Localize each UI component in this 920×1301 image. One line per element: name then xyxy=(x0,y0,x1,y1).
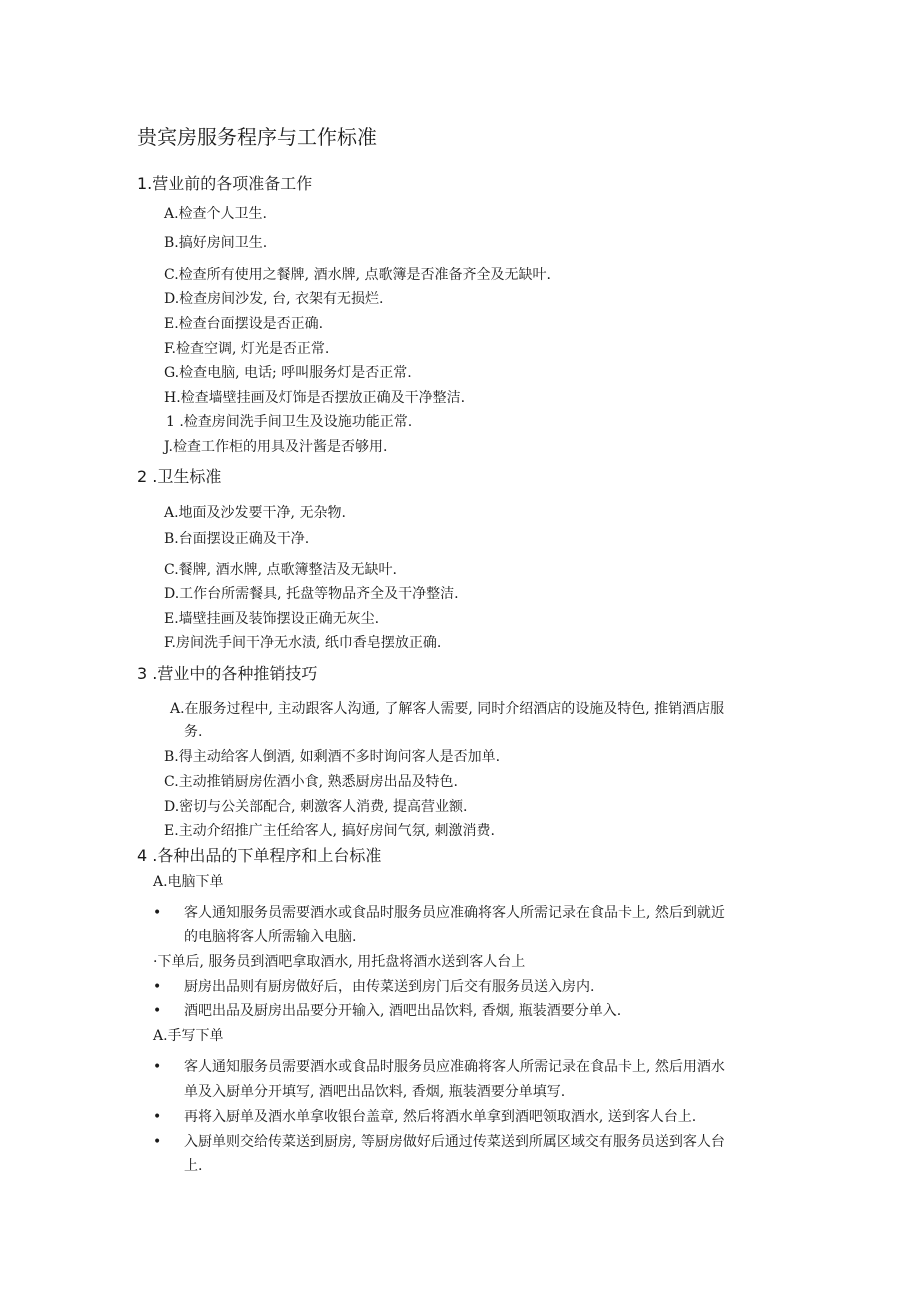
bullet-text: 再将入厨单及酒水单拿收银台盖章, 然后将酒水单拿到酒吧领取酒水, 送到客人台上. xyxy=(184,1109,697,1125)
section-1-item: H.检查墙壁挂画及灯饰是否摆放正确及干净整洁. xyxy=(164,390,466,406)
bullet-text: 入厨单则交给传菜送到厨房, 等厨房做好后通过传菜送到所属区域交有服务员送到客人台 xyxy=(184,1134,725,1150)
bullet-text: 酒吧出品及厨房出品要分开输入, 酒吧出品饮料, 香烟, 瓶装酒要分单入. xyxy=(184,1003,622,1019)
section-1-item: E.检查台面摆设是否正确. xyxy=(164,316,324,332)
section-3-item: D.密切与公关部配合, 刺激客人消费, 提高营业额. xyxy=(164,799,468,815)
section-3-item: B.得主动给客人倒酒, 如剩酒不多时询问客人是否加单. xyxy=(164,749,501,765)
bullet-text-continued: 上. xyxy=(184,1158,203,1174)
section-1-item: C.检查所有使用之餐牌, 酒水牌, 点歌簿是否准备齐全及无缺叶. xyxy=(164,267,551,283)
section-1-item: J.检查工作柜的用具及汁酱是否够用. xyxy=(164,439,388,455)
bullet-marker: • xyxy=(153,1059,162,1075)
section-1-item: G.检查电脑, 电话; 呼叫服务灯是否正常. xyxy=(164,365,412,381)
subsection-label: A.电脑下单 xyxy=(153,874,224,890)
section-3-item-continued: 务. xyxy=(184,724,203,740)
section-2-item: B.台面摆设正确及干净. xyxy=(164,531,310,547)
note-line: ·下单后, 服务员到酒吧拿取酒水, 用托盘将酒水送到客人台上 xyxy=(153,954,526,970)
section-4-heading: 4 .各种出品的下单程序和上台标准 xyxy=(137,846,382,865)
bullet-text-continued: 的电脑将客人所需输入电脑. xyxy=(184,929,357,945)
section-3-item: A.在服务过程中, 主动跟客人沟通, 了解客人需要, 同时介绍酒店的设施及特色, 推销酒店服 xyxy=(170,701,725,717)
page-title: 贵宾房服务程序与工作标准 xyxy=(137,125,377,149)
bullet-marker: • xyxy=(153,1003,162,1019)
bullet-text: 客人通知服务员需要酒水或食品时服务员应准确将客人所需记录在食品卡上, 然后用酒水 xyxy=(184,1059,725,1075)
bullet-text-continued: 单及入厨单分开填写, 酒吧出品饮料, 香烟, 瓶装酒要分单填写. xyxy=(184,1084,566,1100)
section-1-item: 1 .检查房间洗手间卫生及设施功能正常. xyxy=(166,414,413,430)
section-1-item: F.检查空调, 灯光是否正常. xyxy=(164,341,330,357)
section-1-heading: 1.营业前的各项准备工作 xyxy=(137,174,313,193)
section-1-item: A.检查个人卫生. xyxy=(164,206,268,222)
subsection-label: A.手写下单 xyxy=(153,1028,224,1044)
bullet-text: 厨房出品则有厨房做好后，由传菜送到房门后交有服务员送入房内. xyxy=(184,979,595,995)
section-1-item: D.检查房间沙发, 台, 衣架有无损烂. xyxy=(164,291,384,307)
bullet-marker: • xyxy=(153,1109,162,1125)
bullet-marker: • xyxy=(153,1134,162,1150)
bullet-marker: • xyxy=(153,979,162,995)
section-2-item: E.墙壁挂画及装饰摆设正确无灰尘. xyxy=(164,611,380,627)
bullet-marker: • xyxy=(153,905,162,921)
bullet-text: 客人通知服务员需要酒水或食品时服务员应准确将客人所需记录在食品卡上, 然后到就近 xyxy=(184,905,725,921)
section-3-item: C.主动推销厨房佐酒小食, 熟悉厨房出品及特色. xyxy=(164,774,459,790)
section-1-item: B.搞好房间卫生. xyxy=(164,235,268,251)
section-3-item: E.主动介绍推广主任给客人, 搞好房间气氛, 刺激消费. xyxy=(164,823,495,839)
section-2-item: C.餐牌, 酒水牌, 点歌簿整洁及无缺叶. xyxy=(164,562,397,578)
section-2-heading: 2 .卫生标准 xyxy=(137,467,222,486)
section-2-item: D.工作台所需餐具, 托盘等物品齐全及干净整洁. xyxy=(164,586,459,602)
section-2-item: A.地面及沙发要干净, 无杂物. xyxy=(164,505,346,521)
section-3-heading: 3 .营业中的各种推销技巧 xyxy=(137,664,318,683)
section-2-item: F.房间洗手间干净无水渍, 纸巾香皂摆放正确. xyxy=(164,635,442,651)
